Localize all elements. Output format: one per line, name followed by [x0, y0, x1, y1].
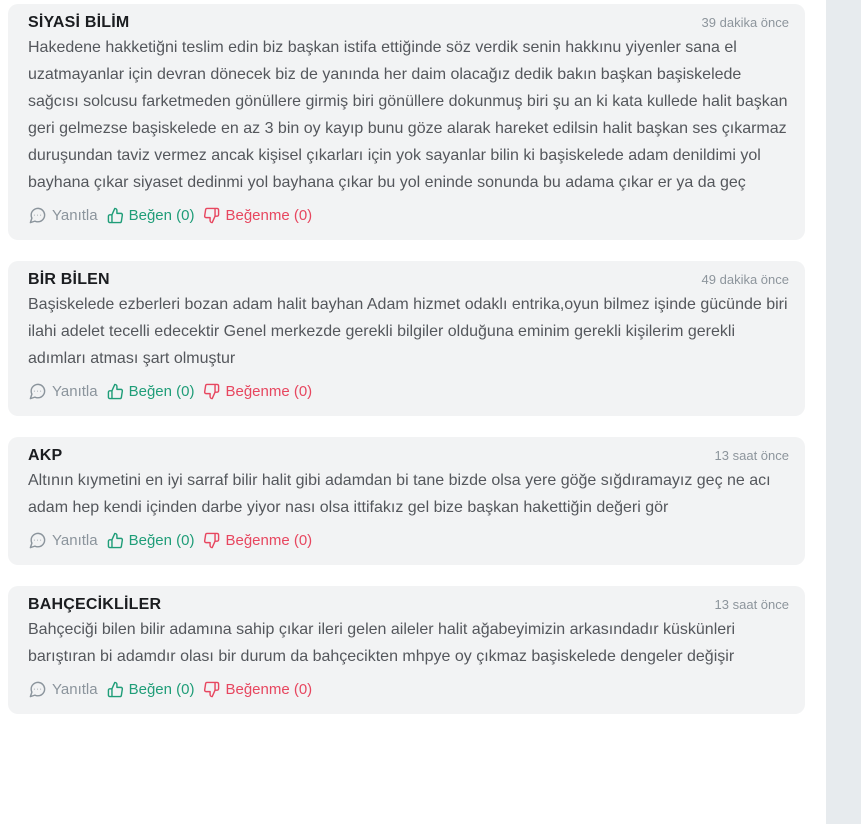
dislike-label: Beğenme (0): [225, 531, 313, 549]
reply-button[interactable]: [28, 206, 98, 225]
like-button[interactable]: [107, 383, 195, 400]
speech-bubble-icon: [28, 382, 47, 401]
comment-timestamp: 13 saat önce: [714, 597, 789, 612]
reply-label: Yanıtla: [52, 206, 98, 224]
thumbs-down-icon: [203, 207, 220, 224]
like-label: Beğen (0): [128, 680, 195, 698]
like-button[interactable]: [107, 532, 195, 549]
comment-author: BAHÇECİKLİLER: [28, 596, 162, 613]
comment-author: AKP: [28, 447, 63, 464]
thumbs-down-icon: [203, 383, 220, 400]
comment-body-text: Başiskelede ezberleri bozan adam halit bayhan Adam hizmet odaklı entrika,oyun bilmez işinde gücünde biri ilahi adelet tecelli edecektir Genel merkezde gerekli bilgiler olduğuna eminim gerekli kişilerim gerekli adımları atması şart olmuştur: [28, 296, 788, 367]
comment-header: [28, 596, 789, 614]
comment-card: [8, 4, 805, 240]
comment-card: [8, 437, 805, 565]
comment-author: SİYASİ BİLİM: [28, 14, 130, 31]
thumbs-up-icon: [107, 532, 124, 549]
speech-bubble-icon: [28, 680, 47, 699]
thumbs-down-icon: [203, 681, 220, 698]
comment-body-text: Hakedene hakketiğni teslim edin biz başkan istifa ettiğinde söz verdik senin hakkınu yiyenler sana el uzatmayanlar için devran dönecek biz de yanında her daim olacağız dedik bakın başkan başiskelede sağcısı solcusu farketmeden gönüllere girmiş biri gönüllere dokunmuş biri şu an ki kata kullede halit başkan geri gelmezse başiskelede en az 3 bin oy kayıp bunu göze alarak hareket edilsin halit başkan ses çıkarmaz duruşundan taviz vermez ancak kişisel çıkarları için yok sayanlar bilin ki başiskelede adam denildimi yol bayhana çıkar siyaset dedinmi yol bayhana çıkar bu yol eninde sonunda bu adama çıkar er ya da geç: [28, 39, 788, 191]
reply-button[interactable]: [28, 680, 98, 699]
like-button[interactable]: [107, 207, 195, 224]
comment-card: [8, 261, 805, 416]
dislike-button[interactable]: [203, 681, 312, 698]
speech-bubble-icon: [28, 531, 47, 550]
thumbs-up-icon: [107, 207, 124, 224]
like-label: Beğen (0): [128, 206, 195, 224]
reply-button[interactable]: [28, 531, 98, 550]
comment-timestamp: 13 saat önce: [714, 448, 789, 463]
thumbs-down-icon: [203, 532, 220, 549]
dislike-label: Beğenme (0): [225, 206, 313, 224]
reply-label: Yanıtla: [52, 531, 98, 549]
dislike-button[interactable]: [203, 532, 312, 549]
comment-author: BİR BİLEN: [28, 271, 110, 288]
comment-header: [28, 447, 789, 465]
comment-body-text: Altının kıymetini en iyi sarraf bilir halit gibi adamdan bi tane bizde olsa yere göğe sığdıramayız geç ne acı adam hep kendi içinden darbe yiyor nası olsa ittifakız gel bize başkan hakettiğin değeri gör: [28, 472, 771, 516]
like-label: Beğen (0): [128, 531, 195, 549]
comment-actions: [28, 379, 789, 403]
comment-card: [8, 586, 805, 714]
comment-actions: [28, 203, 789, 227]
thumbs-up-icon: [107, 681, 124, 698]
comment-body-text: Bahçeciği bilen bilir adamına sahip çıkar ileri gelen aileler halit ağabeyimizin arkasındadır küskünleri barıştıran bi adamdır olası bir durum da bahçecikten mhpye oy çıkmaz başiskelede dengeler değişir: [28, 621, 736, 665]
dislike-label: Beğenme (0): [225, 680, 313, 698]
speech-bubble-icon: [28, 206, 47, 225]
reply-button[interactable]: [28, 382, 98, 401]
dislike-label: Beğenme (0): [225, 382, 313, 400]
comment-actions: [28, 528, 789, 552]
thumbs-up-icon: [107, 383, 124, 400]
dislike-button[interactable]: [203, 383, 312, 400]
reply-label: Yanıtla: [52, 680, 98, 698]
dislike-button[interactable]: [203, 207, 312, 224]
comment-header: [28, 14, 789, 32]
reply-label: Yanıtla: [52, 382, 98, 400]
comment-timestamp: 49 dakika önce: [701, 272, 789, 287]
right-gutter-panel: [826, 0, 861, 824]
comment-header: [28, 271, 789, 289]
comment-timestamp: 39 dakika önce: [701, 15, 789, 30]
like-button[interactable]: [107, 681, 195, 698]
like-label: Beğen (0): [128, 382, 195, 400]
comment-actions: [28, 677, 789, 701]
